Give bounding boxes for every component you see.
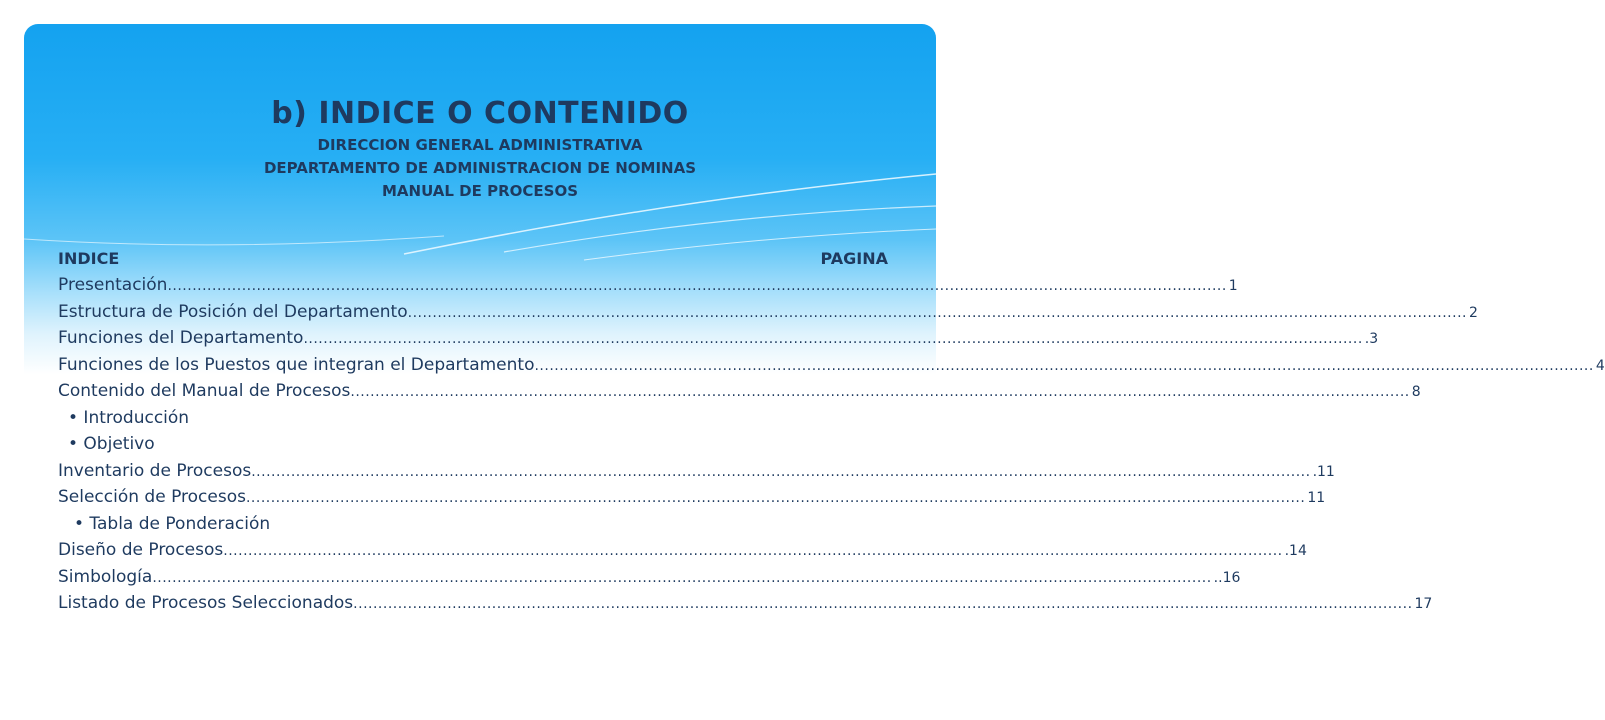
toc-entry-page: 11 <box>1307 490 1326 506</box>
toc-entry-page: 1 <box>1228 278 1238 294</box>
toc-entry-label: Listado de Procesos Seleccionados <box>58 593 354 613</box>
toc-entry <box>58 272 1238 299</box>
subtitle-direccion: DIRECCION GENERAL ADMINISTRATIVA <box>317 136 643 154</box>
toc-entry-page: .3 <box>1364 331 1379 347</box>
toc-entry-label: Presentación <box>58 275 168 295</box>
toc-dot-leader: ...................................................................................................................................................................................................................... <box>303 331 1363 347</box>
toc-entry-label: Funciones de los Puestos que integran el Departamento <box>58 354 535 375</box>
toc-dot-leader: ...................................................................................................................................................................................................................... <box>350 384 1410 400</box>
toc-entry-label: Selección de Procesos <box>58 487 246 507</box>
toc-entry-label: Estructura de Posición del Departamento <box>58 301 408 322</box>
toc-entry-label: Diseño de Procesos <box>58 540 224 560</box>
toc-entry <box>58 537 1307 564</box>
toc-subitem: • Objetivo <box>68 434 155 454</box>
toc-entry <box>58 564 1241 591</box>
toc-entry-label: Funciones del Departamento <box>58 328 304 348</box>
toc-entry-page: 4 <box>1595 357 1605 374</box>
toc-header <box>58 246 888 272</box>
toc-dot-leader: ...................................................................................................................................................................................................................... <box>407 304 1467 321</box>
toc-dot-leader: ...................................................................................................................................................................................................................... <box>251 463 1311 480</box>
subtitle-manual: MANUAL DE PROCESOS <box>381 182 579 200</box>
title-block <box>24 94 936 203</box>
toc-entry-label: Contenido del Manual de Procesos <box>58 381 351 401</box>
toc-dot-leader: ...................................................................................................................................................................................................................... <box>353 596 1413 612</box>
toc-dot-leader: ...................................................................................................................................................................................................................... <box>245 490 1306 506</box>
toc-dot-leader: ...................................................................................................................................................................................................................... <box>534 357 1594 374</box>
toc-entry-label: Inventario de Procesos <box>58 460 252 481</box>
page-title: b) INDICE O CONTENIDO <box>271 96 689 131</box>
toc-entry <box>58 352 1605 379</box>
toc-dot-leader: ...................................................................................................................................................................................................................... <box>152 569 1212 586</box>
toc-entry <box>58 458 1335 485</box>
toc-entry-page: .11 <box>1312 463 1335 480</box>
toc-entry <box>58 325 1379 352</box>
toc-entry-page: .14 <box>1284 543 1307 559</box>
toc-entry-label: Simbología <box>58 566 153 587</box>
toc-subitem: • Introducción <box>68 407 190 428</box>
subtitle-departamento: DEPARTAMENTO DE ADMINISTRACION DE NOMINAS <box>263 159 697 177</box>
toc-dot-leader: ...................................................................................................................................................................................................................... <box>167 278 1227 294</box>
toc-entry-page: 17 <box>1414 596 1433 612</box>
toc-header-indice: INDICE <box>58 249 120 268</box>
toc-header-pagina: PAGINA <box>820 249 888 268</box>
toc-entry-page: 2 <box>1468 304 1478 321</box>
toc-entry-page: ..16 <box>1213 569 1241 586</box>
toc-entry <box>58 590 1433 617</box>
table-of-contents <box>58 246 1605 617</box>
toc-entry <box>58 378 1421 405</box>
toc-subitem: • Tabla de Ponderación <box>74 513 271 534</box>
toc-entry-page: 8 <box>1411 384 1421 400</box>
toc-dot-leader: ...................................................................................................................................................................................................................... <box>223 543 1283 559</box>
toc-entry <box>58 299 1478 326</box>
slide-background <box>24 24 1605 698</box>
toc-entry <box>58 484 1326 511</box>
